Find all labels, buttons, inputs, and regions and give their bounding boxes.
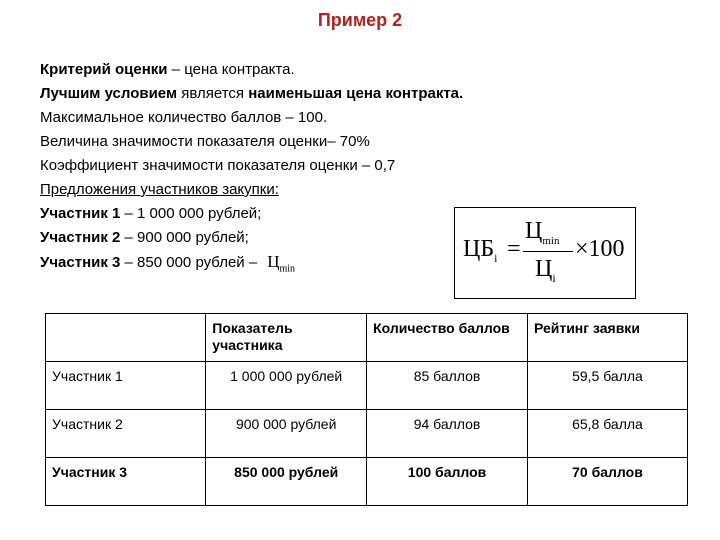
price-cell: 850 000 рублей xyxy=(206,458,367,506)
formula-lhs-sub: i xyxy=(494,250,498,265)
participant-name-cell: Участник 2 xyxy=(46,410,206,458)
rating-cell: 65,8 балла xyxy=(527,410,687,458)
participant-3-label: Участник 3 xyxy=(40,254,121,271)
best-label: Лучшим условием xyxy=(40,85,178,102)
header-cell: Показатель участника xyxy=(206,314,367,362)
formula-equals: = xyxy=(507,236,521,262)
criterion-label: Критерий оценки xyxy=(40,61,168,78)
formula-denominator xyxy=(535,256,556,286)
rating-cell: 59,5 балла xyxy=(527,362,687,410)
formula-lhs-main: ЦБ xyxy=(463,236,495,262)
offers-heading: Предложения участников закупки: xyxy=(40,181,279,198)
page-title: Пример 2 xyxy=(317,10,403,30)
formula-lhs xyxy=(463,236,497,266)
table-row xyxy=(46,410,688,458)
criterion-line xyxy=(40,58,463,82)
header-cell: Рейтинг заявки xyxy=(527,314,687,362)
results-table xyxy=(45,313,688,506)
points-cell: 85 баллов xyxy=(367,362,528,410)
participant-2-line xyxy=(40,226,463,250)
significance-line: Величина значимости показателя оценки– 70% xyxy=(40,133,370,150)
rating-cell: 70 баллов xyxy=(527,458,687,506)
formula-den-main: Ц xyxy=(535,256,553,282)
participant-2-text: – 900 000 рублей; xyxy=(120,229,249,246)
table-header-row xyxy=(46,314,688,362)
formula-fraction-bar xyxy=(523,251,573,252)
header-cell xyxy=(46,314,206,362)
participant-1-text: – 1 000 000 рублей; xyxy=(120,205,262,222)
participant-name-cell: Участник 3 xyxy=(46,458,206,506)
price-cell: 1 000 000 рублей xyxy=(206,362,367,410)
participant-name-cell: Участник 1 xyxy=(46,362,206,410)
participant-3-text: – 850 000 рублей – xyxy=(120,254,258,271)
body-text xyxy=(40,58,463,274)
participant-1-line xyxy=(40,202,463,226)
formula-den-sub: i xyxy=(552,270,556,285)
participant-1-label: Участник 1 xyxy=(40,205,121,222)
points-cell: 94 баллов xyxy=(367,410,528,458)
rating-formula xyxy=(454,207,636,299)
points-cell: 100 баллов xyxy=(367,458,528,506)
header-cell: Количество баллов xyxy=(367,314,528,362)
best-value: наименьшая цена контракта. xyxy=(248,85,464,102)
formula-num-sub: min xyxy=(542,234,560,247)
table-row xyxy=(46,362,688,410)
formula-num-main: Ц xyxy=(525,218,543,244)
table-row xyxy=(46,458,688,506)
cmin-symbol xyxy=(267,252,296,275)
formula-times: ×100 xyxy=(575,236,625,262)
participant-3-line xyxy=(40,250,463,274)
best-condition-line xyxy=(40,82,463,106)
participant-2-label: Участник 2 xyxy=(40,229,121,246)
best-mid: является xyxy=(177,85,249,102)
cmin-sub: min xyxy=(279,263,296,275)
coefficient-line: Коэффициент значимости показателя оценки – 0,7 xyxy=(40,157,396,174)
max-points-line: Максимальное количество баллов – 100. xyxy=(40,109,328,126)
price-cell: 900 000 рублей xyxy=(206,410,367,458)
formula-numerator xyxy=(525,218,559,247)
cmin-main: Ц xyxy=(267,252,280,271)
criterion-text: – цена контракта. xyxy=(167,61,295,78)
